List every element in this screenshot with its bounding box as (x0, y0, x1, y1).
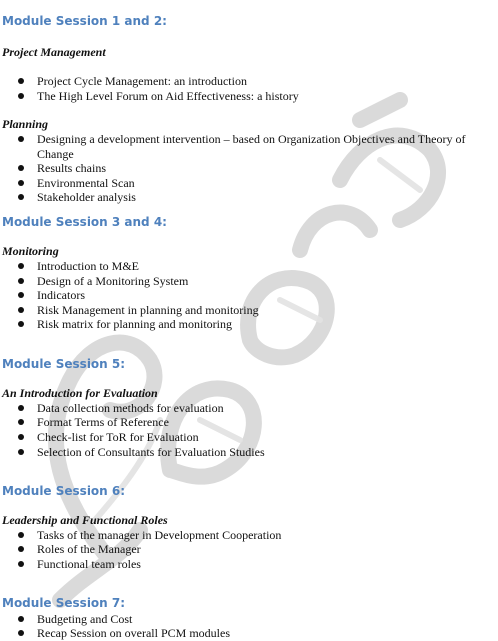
list-item: Budgeting and Cost (37, 612, 133, 626)
session-heading: Module Session 1 and 2: (2, 14, 167, 28)
list-item: Tasks of the manager in Development Cooperation (37, 528, 282, 542)
bullet-icon (18, 630, 24, 636)
group-title: Leadership and Functional Roles (2, 513, 168, 527)
list-item: Results chains (37, 161, 106, 175)
bullet-icon (18, 419, 24, 425)
list-item: The High Level Forum on Aid Effectiveness: a history (37, 89, 299, 103)
bullet-icon (18, 532, 24, 538)
group-title: Planning (2, 117, 49, 131)
list-item: Project Cycle Management: an introduction (37, 74, 247, 88)
bullet-icon (18, 405, 24, 411)
bullet-icon (18, 278, 24, 284)
bullet-icon (18, 561, 24, 567)
list-item: Risk Management in planning and monitoring (37, 303, 259, 317)
group-title: Monitoring (2, 244, 59, 258)
list-item: Design of a Monitoring System (37, 274, 189, 288)
list-item: Stakeholder analysis (37, 190, 136, 204)
session-heading: Module Session 7: (2, 596, 126, 610)
bullet-icon (18, 546, 24, 552)
list-item: Designing a development intervention – based on Organization Objectives and Theory of Change (37, 132, 466, 161)
bullet-icon (18, 194, 24, 200)
bullet-icon (18, 321, 24, 327)
group-title: Project Management (2, 45, 106, 59)
list-item: Roles of the Manager (37, 542, 141, 556)
list-item: Data collection methods for evaluation (37, 401, 224, 415)
list-item: Selection of Consultants for Evaluation Studies (37, 445, 265, 459)
list-item: Functional team roles (37, 557, 141, 571)
list-item: Risk matrix for planning and monitoring (37, 317, 232, 331)
session-heading: Module Session 3 and 4: (2, 215, 167, 229)
group-title: An Introduction for Evaluation (2, 386, 158, 400)
list-item: Introduction to M&E (37, 259, 139, 273)
bullet-icon (18, 136, 24, 142)
list-item: Environmental Scan (37, 176, 135, 190)
bullet-icon (18, 78, 24, 84)
bullet-icon (18, 434, 24, 440)
bullet-icon (18, 292, 24, 298)
list-item: Format Terms of Reference (37, 415, 169, 429)
bullet-icon (18, 449, 24, 455)
bullet-icon (18, 263, 24, 269)
list-item: Check-list for ToR for Evaluation (37, 430, 199, 444)
list-item: Indicators (37, 288, 85, 302)
bullet-icon (18, 93, 24, 99)
bullet-icon (18, 180, 24, 186)
bullet-icon (18, 616, 24, 622)
session-heading: Module Session 6: (2, 484, 126, 498)
bullet-icon (18, 307, 24, 313)
session-heading: Module Session 5: (2, 357, 126, 371)
list-item: Recap Session on overall PCM modules (37, 626, 230, 640)
bullet-icon (18, 165, 24, 171)
